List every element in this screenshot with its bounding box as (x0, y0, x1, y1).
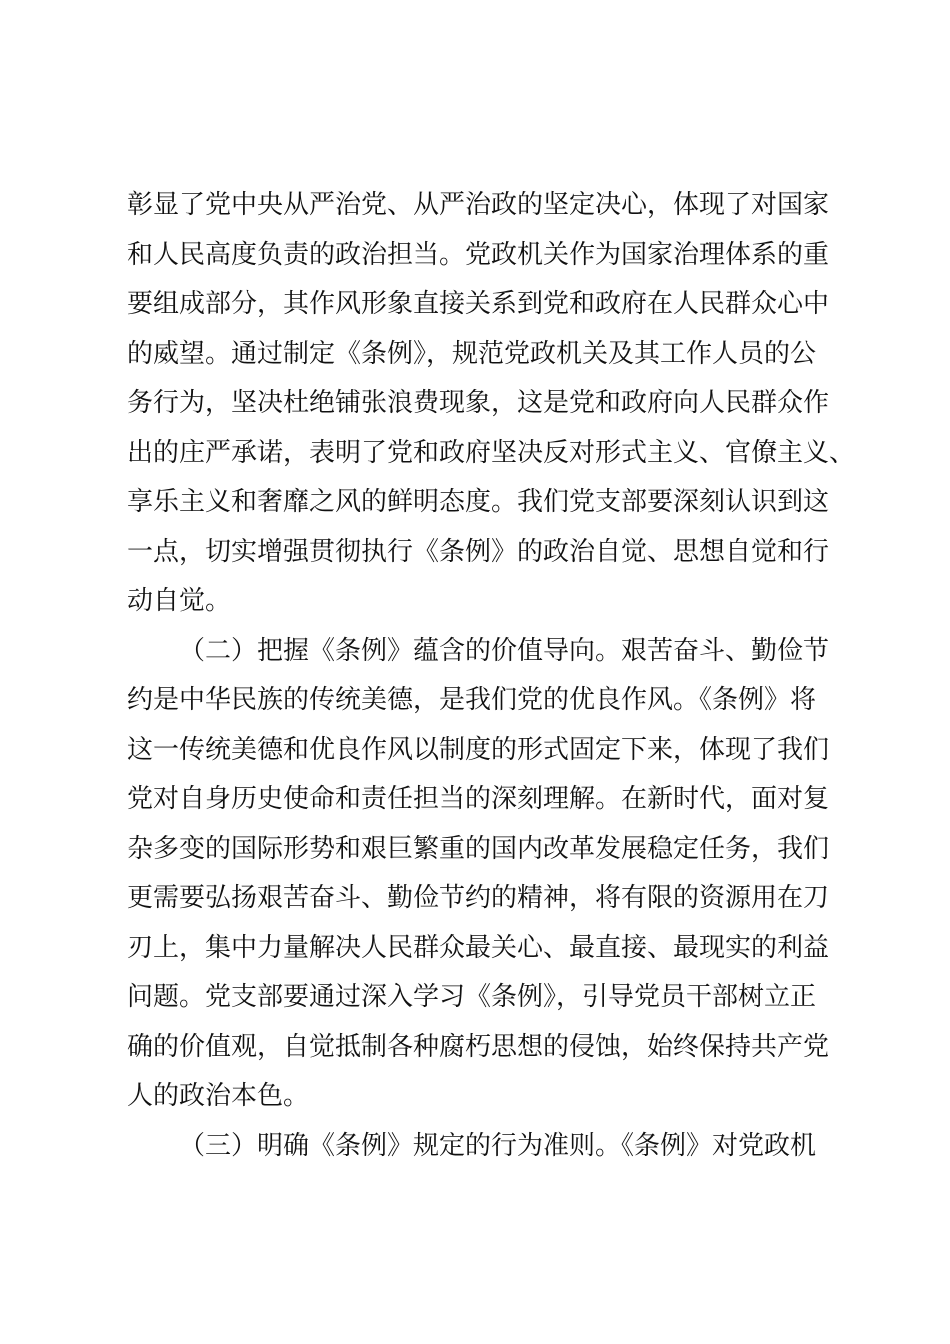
text-line-18: 确的价值观，自觉抵制各种腐朽思想的侵蚀，始终保持共产党 (127, 1031, 830, 1062)
text-line-11: 约是中华民族的传统美德，是我们党的优良作风。《条例》将 (127, 685, 817, 715)
text-line-14: 杂多变的国际形势和艰巨繁重的国内改革发展稳定任务，我们 (127, 833, 830, 864)
text-line-13: 党对自身历史使命和责任担当的深刻理解。在新时代，面对复 (127, 784, 830, 814)
text-line-16: 刃上，集中力量解决人民群众最关心、最直接、最现实的利益 (127, 932, 830, 963)
text-line-8: 一点，切实增强贯彻执行《条例》的政治自觉、思想自觉和行 (127, 536, 830, 567)
text-line-15: 更需要弘扬艰苦奋斗、勤俭节约的精神，将有限的资源用在刀 (127, 883, 830, 913)
section-3-heading-line: （三）明确《条例》规定的行为准则。《条例》对党政机 (179, 1130, 817, 1161)
text-line-3: 要组成部分，其作风形象直接关系到党和政府在人民群众心中 (127, 289, 830, 319)
text-line-19: 人的政治本色。 (127, 1081, 310, 1111)
text-line-2: 和人民高度负责的政治担当。党政机关作为国家治理体系的重 (127, 239, 830, 270)
text-line-6: 出的庄严承诺，表明了党和政府坚决反对形式主义、官僚主义、 (127, 437, 856, 468)
text-line-5: 务行为，坚决杜绝铺张浪费现象，这是党和政府向人民群众作 (127, 388, 830, 418)
section-2-heading-line: （二）把握《条例》蕴含的价值导向。艰苦奋斗、勤俭节 (179, 635, 830, 666)
text-line-7: 享乐主义和奢靡之风的鲜明态度。我们党支部要深刻认识到这 (127, 487, 830, 517)
text-line-12: 这一传统美德和优良作风以制度的形式固定下来，体现了我们 (127, 734, 830, 765)
body-text (127, 181, 856, 1171)
text-line-9: 动自觉。 (127, 586, 232, 616)
text-line-1: 彰显了党中央从严治党、从严治政的坚定决心，体现了对国家 (127, 190, 830, 220)
text-line-4: 的威望。通过制定《条例》，规范党政机关及其工作人员的公 (127, 338, 817, 369)
text-line-17: 问题。党支部要通过深入学习《条例》，引导党员干部树立正 (127, 982, 817, 1012)
